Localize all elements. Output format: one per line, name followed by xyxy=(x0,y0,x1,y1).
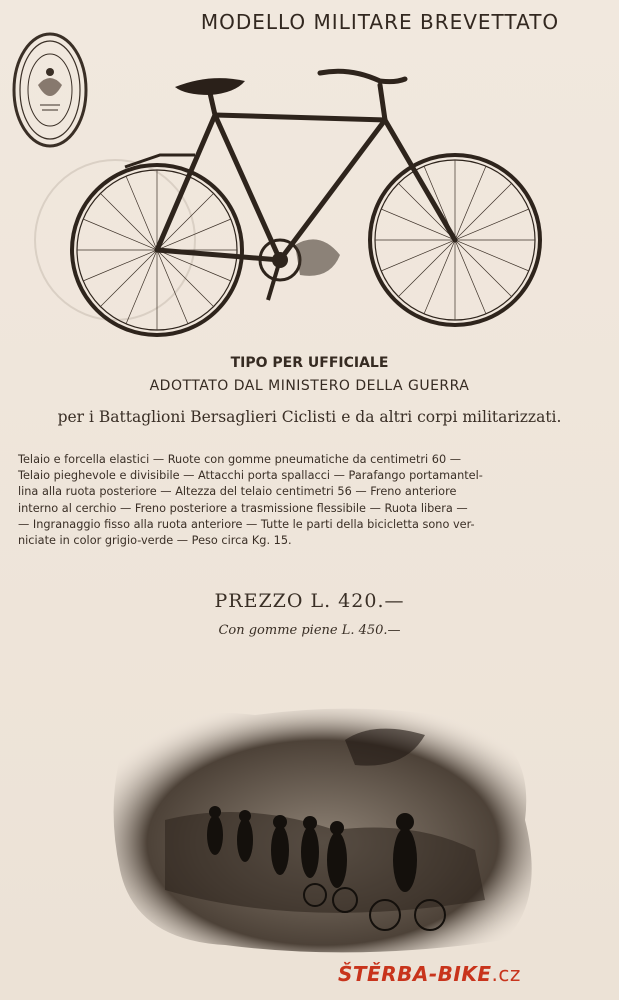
price-main: PREZZO L. 420.— xyxy=(214,590,405,612)
soldiers-cycling-photo xyxy=(105,700,550,955)
model-type-heading: TIPO PER UFFICIALE xyxy=(230,355,389,371)
page-title: MODELLO MILITARE BREVETTATO xyxy=(200,10,560,34)
specification-text xyxy=(18,452,598,549)
spec-line: Telaio pieghevole e divisibile — Attacchi porta spallacci — Parafango portamantel- xyxy=(18,469,483,483)
spec-line: — Ingranaggio fisso alla ruota anteriore — Tutte le parti della bicicletta sono ver- xyxy=(18,517,475,531)
usage-subheading: per i Battaglioni Bersaglieri Ciclisti e da altri corpi militarizzati. xyxy=(57,408,562,426)
watermark-brand: ŠTĚRBA xyxy=(338,962,429,986)
price-alternative: Con gomme piene L. 450.— xyxy=(218,623,401,638)
bicycle-illustration xyxy=(65,55,545,345)
site-watermark xyxy=(338,962,521,986)
spec-line: Telaio e forcella elastici — Ruote con gomme pneumatiche da centimetri 60 — xyxy=(18,453,462,466)
spec-line: lina alla ruota posteriore — Altezza del telaio centimetri 56 — Freno anteriore xyxy=(18,485,457,499)
watermark-domain: .cz xyxy=(491,962,521,986)
adoption-heading: ADOTTATO DAL MINISTERO DELLA GUERRA xyxy=(149,378,470,394)
spec-line: interno al cerchio — Freno posteriore a trasmissione flessibile — Ruota libera — xyxy=(18,501,468,515)
watermark-bike: -BIKE xyxy=(428,962,492,986)
spec-line: niciate in color grigio-verde — Peso circa Kg. 15. xyxy=(18,534,292,548)
